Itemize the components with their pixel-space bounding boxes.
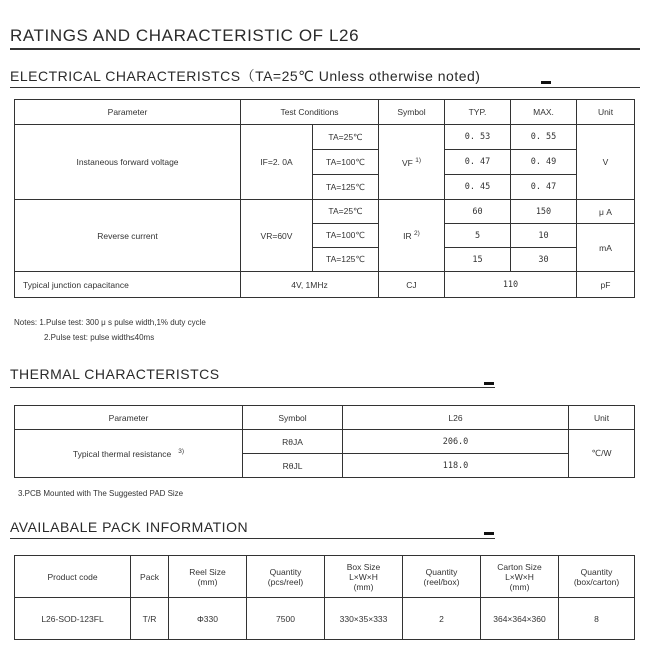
electrical-heading: ELECTRICAL CHARACTERISTCS（TA=25℃ Unless otherwise noted) [10,68,481,84]
param-thermal-resistance [15,430,243,478]
symbol-ir [379,200,445,272]
symbol-ir-text: IR [403,230,412,241]
pack-header-box-size [325,556,403,598]
typ-cell: 0. 53 [445,125,511,150]
note-1: Notes: 1.Pulse test: 300 μ s pulse width,1% duty cycle [14,318,206,327]
temp-cell: TA=125℃ [313,175,379,200]
typ-cell: 5 [445,224,511,248]
pack-product-code: L26-SOD-123FL [15,598,131,640]
unit-vf: V [577,125,635,200]
pack-qty-box: 2 [403,598,481,640]
thermal-heading: THERMAL CHARACTERISTCS [10,366,220,382]
pack-header-line: L×W×H [505,571,534,582]
table-row [15,125,635,150]
unit-ma: mA [577,224,635,272]
symbol-rja: RθJA [243,430,343,454]
max-cell: 30 [511,248,577,272]
pack-header-qty-carton [559,556,635,598]
thermal-header-parameter: Parameter [15,406,243,430]
typ-cell: 60 [445,200,511,224]
thermal-header-unit: Unit [569,406,635,430]
unit-pf: pF [577,272,635,298]
table-row [15,430,635,454]
typ-cell: 0. 47 [445,150,511,175]
table-row [15,272,635,298]
header-symbol: Symbol [379,100,445,125]
pack-carton-size: 364×364×360 [481,598,559,640]
pack-header-product-code [15,556,131,598]
pack-header-line: L×W×H [349,571,378,582]
pack-header-row [15,556,635,598]
param-thermal-resistance-text: Typical thermal resistance [72,448,172,459]
pack-header-pack [131,556,169,598]
header-max: MAX. [511,100,577,125]
param-reverse-current: Reverse current [15,200,241,272]
pack-header-line: Quantity [269,566,302,577]
title-rule [10,48,640,50]
unit-cw: ℃/W [569,430,635,478]
temp-cell: TA=100℃ [313,224,379,248]
temp-cell: TA=100℃ [313,150,379,175]
symbol-vf-sup: 1) [415,156,422,164]
symbol-rjl: RθJL [243,454,343,478]
pack-type: T/R [131,598,169,640]
cond-forward-voltage: IF=2. 0A [241,125,313,200]
pack-header-line: (box/carton) [573,576,620,587]
electrical-header-row [15,100,635,125]
pack-header-carton-size [481,556,559,598]
symbol-vf-text: VF [401,157,413,168]
value-capacitance: 110 [445,272,577,298]
pack-header-line: (mm) [353,581,374,592]
unit-ua: μ A [577,200,635,224]
electrical-rule [10,87,640,88]
max-cell: 0. 55 [511,125,577,150]
pack-header-reel-size [169,556,247,598]
header-unit: Unit [577,100,635,125]
pack-qty-carton: 8 [559,598,635,640]
cond-capacitance: 4V, 1MHz [241,272,379,298]
pack-header-line: (pcs/reel) [267,576,304,587]
pack-heading: AVAILABALE PACK INFORMATION [10,519,249,535]
typ-cell: 0. 45 [445,175,511,200]
table-row [15,200,635,224]
symbol-ir-sup: 2) [414,230,420,238]
table-row [15,598,635,640]
thermal-rule [10,387,495,388]
temp-cell: TA=25℃ [313,200,379,224]
pack-header-line: Quantity [425,566,458,577]
thermal-header-row [15,406,635,430]
value-rja: 206.0 [343,430,569,454]
pack-reel-size: Φ330 [169,598,247,640]
pack-header-line: Product code [47,571,98,582]
pack-header-line: Box Size [346,561,381,572]
max-cell: 0. 49 [511,150,577,175]
param-forward-voltage: Instaneous forward voltage [15,125,241,200]
max-cell: 0. 47 [511,175,577,200]
thermal-marker [484,382,494,385]
pack-header-line: Reel Size [189,566,226,577]
value-rjl: 118.0 [343,454,569,478]
pack-header-line: (reel/box) [423,576,460,587]
pack-header-line: (mm) [509,581,530,592]
pack-header-qty-reel [247,556,325,598]
pack-rule [10,538,495,539]
pack-marker [484,532,494,535]
thermal-sup: 3) [178,448,185,456]
electrical-marker [541,81,551,84]
pack-box-size: 330×35×333 [325,598,403,640]
param-capacitance: Typical junction capacitance [15,272,241,298]
pack-qty-reel: 7500 [247,598,325,640]
header-parameter: Parameter [15,100,241,125]
pack-header-qty-box [403,556,481,598]
cond-reverse-current: VR=60V [241,200,313,272]
pack-table [14,555,635,640]
pack-header-line: Pack [140,571,159,582]
pack-header-line: Quantity [580,566,613,577]
thermal-note: 3.PCB Mounted with The Suggested PAD Size [18,489,184,498]
pack-header-line: (mm) [197,576,218,587]
thermal-header-symbol: Symbol [243,406,343,430]
header-test-conditions: Test Conditions [241,100,379,125]
header-typ: TYP. [445,100,511,125]
max-cell: 150 [511,200,577,224]
symbol-cj: CJ [379,272,445,298]
symbol-vf [379,125,445,200]
page-title: RATINGS AND CHARACTERISTIC OF L26 [10,26,360,45]
temp-cell: TA=125℃ [313,248,379,272]
typ-cell: 15 [445,248,511,272]
temp-cell: TA=25℃ [313,125,379,150]
thermal-header-l26: L26 [343,406,569,430]
electrical-table [14,99,635,298]
thermal-table [14,405,635,478]
pack-header-line: Carton Size [497,561,542,572]
max-cell: 10 [511,224,577,248]
note-2: 2.Pulse test: pulse width≤40ms [44,333,155,342]
